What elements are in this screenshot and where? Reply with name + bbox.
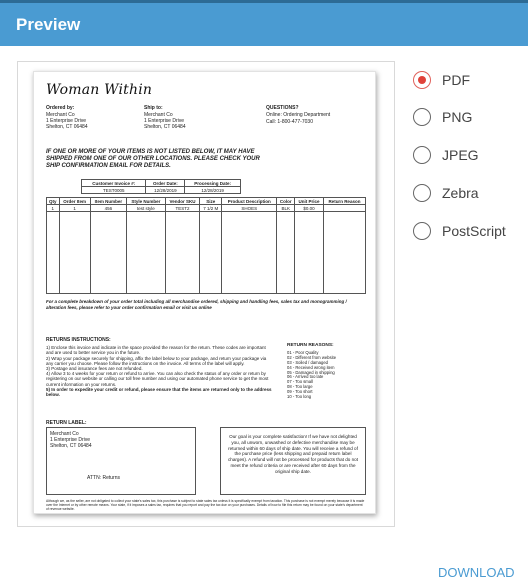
return-label-box (46, 427, 196, 495)
returns-instructions (46, 338, 272, 397)
sales-tax-note: Although we, as the seller, are not obligated to collect your state's sales tax, this purchase is subject to state sales tax unless it is specifically exempt from taxation. This purchase is not exempt merely because it is made over the Internet or by other remote means. Your state, if it imposes a sales tax, requires that you report and pay the tax due on your purchases. Details of how to file this return may be found on your state's department of revenue website. (46, 499, 365, 511)
shipping-notice: IF ONE OR MORE OF YOUR ITEMS IS NOT LISTED BELOW, IT MAY HAVE SHIPPED FROM ONE OF OUR OTHER LOCATIONS. PLEASE CHECK YOUR SHIP CONFIRMATION EMAIL FOR DETAILS. (46, 149, 260, 169)
reason-item: 08 - Too large (287, 384, 313, 390)
processing-date: 12/28/2019 (185, 187, 241, 194)
item-cell (323, 205, 365, 212)
reason-item: 04 - Received wrong item (287, 364, 335, 370)
items-header: Size (200, 198, 222, 205)
ship-to-heading: Ship to: (144, 105, 163, 111)
download-button[interactable]: DOWNLOAD (438, 565, 515, 580)
return-reasons (287, 344, 336, 400)
format-label: PDF (442, 72, 470, 88)
returns-bold-line: 5) In order to expedite your credit or refund, please ensure that the items are returned only to the address below. (46, 386, 272, 398)
format-option-pdf[interactable] (413, 70, 523, 90)
format-option-png[interactable] (413, 107, 523, 127)
item-cell: 7 1/2 M (200, 205, 222, 212)
format-label: Zebra (442, 185, 479, 201)
reason-item: 06 - Arrived too late (287, 374, 324, 380)
reason-item: 05 - Damaged in shipping (287, 369, 335, 375)
ordered-by-city: Shelton, CT 06484 (46, 124, 88, 130)
ship-to-name: Merchant Co (144, 112, 173, 118)
item-cell: 1 (47, 205, 60, 212)
return-label-name: Merchant Co (50, 431, 79, 437)
ordered-by-name: Merchant Co (46, 112, 75, 118)
satisfaction-guarantee: Our goal is your complete satisfaction! If we have not delighted you, all unworn, unwashed or defective merchandise may be returned within 60 days of ship date. You will receive a refund of the purchase price (less shipping and prepaid return label charges). A refund will not be processed for products that do not meet the refund criteria or are received after 60 days from the original ship date. (220, 427, 366, 495)
return-label-street: 1 Enterprise Drive (50, 437, 91, 443)
reason-item: 07 - Too small (287, 379, 313, 385)
reason-item: 03 - Soiled / damaged (287, 359, 328, 365)
format-label: PNG (442, 109, 473, 125)
items-header: Vendor SKU (165, 198, 200, 205)
radio-unselected-icon[interactable] (413, 146, 431, 164)
brand-logo: Woman Within (46, 82, 153, 98)
item-cell: SHOES (222, 205, 277, 212)
format-label: JPEG (442, 147, 479, 163)
ship-to-city: Shelton, CT 06484 (144, 124, 186, 130)
ordered-by-heading: Ordered by: (46, 105, 75, 111)
reason-item: 01 - Poor Quality (287, 349, 319, 355)
questions-online: Online: Ordering Department (266, 112, 331, 118)
item-cell: TEST2 (165, 205, 200, 212)
radio-unselected-icon[interactable] (413, 108, 431, 126)
order-breakdown-note: For a complete breakdown of your order total including all merchandise ordered, shipping and handling fees, sales tax and monogramming / alteration fees, please refer to your order confirmation email or visit us online (46, 299, 347, 310)
invoice-document (33, 71, 376, 514)
questions-heading: QUESTIONS? (266, 105, 299, 111)
items-header: Item Number (90, 198, 127, 205)
table-row (47, 205, 366, 212)
items-header: Unit Price (295, 198, 324, 205)
returns-heading: RETURNS INSTRUCTIONS: (46, 337, 111, 343)
reason-item: 10 - Too long (287, 394, 312, 400)
ship-to-street: 1 Enterprise Drive (144, 118, 185, 124)
empty-rows (47, 212, 366, 294)
invoice-header: Processing Date: (185, 180, 241, 187)
item-cell: BLK (277, 205, 295, 212)
format-option-postscript[interactable] (413, 221, 523, 241)
returns-line: 1) Enclose this invoice and indicate in the space provided the reason for the return. These codes are important and are used to better service you in the future. (46, 345, 266, 356)
item-cell: test style (127, 205, 165, 212)
items-header: Color (277, 198, 295, 205)
returns-line: 2) Wrap your package securely for shipping, affix the label below to your package, and return your package via any carrier you choose. Please follow the instructions on the invoice. All terms of the label will apply. (46, 355, 267, 366)
document-preview-frame (17, 61, 395, 527)
questions-call: Call: 1-800-477-7030 (266, 119, 313, 125)
items-header: Product Description (222, 198, 277, 205)
item-cell: $0.00 (295, 205, 324, 212)
radio-unselected-icon[interactable] (413, 184, 431, 202)
invoice-header: Customer Invoice #: (82, 180, 146, 187)
preview-header (0, 0, 528, 46)
return-label-attn: ATTN: Returns (87, 475, 120, 481)
radio-unselected-icon[interactable] (413, 222, 431, 240)
radio-selected-icon[interactable] (413, 71, 431, 89)
format-option-zebra[interactable] (413, 183, 523, 203)
invoice-header: Order Date: (146, 180, 185, 187)
reason-item: 02 - Different from website (287, 354, 337, 360)
format-option-jpeg[interactable] (413, 145, 523, 165)
order-date: 12/28/2019 (146, 187, 185, 194)
reasons-heading: RETURN REASONS: (287, 343, 334, 348)
returns-line: 3) Postage and insurance fees are not refunded. (46, 366, 143, 372)
items-table (46, 197, 366, 294)
return-label-heading: RETURN LABEL: (46, 420, 87, 426)
invoice-table (81, 179, 241, 194)
reason-item: 09 - Too short (287, 389, 313, 395)
item-cell: 456 (90, 205, 127, 212)
items-header: Style Number (127, 198, 165, 205)
invoice-number: TEST0005 (82, 187, 146, 194)
items-header: Qty (47, 198, 60, 205)
returns-line: 4) Allow 3 to 4 weeks for your return or refund to arrive. You can also check the status of any order or return by registering on our website or calling our toll free number and using our automated phone service to get the most current information on your returns. (46, 371, 269, 387)
items-header: Order Item (59, 198, 90, 205)
header-title: Preview (16, 15, 81, 34)
format-label: PostScript (442, 223, 506, 239)
items-header: Return Reason (323, 198, 365, 205)
return-label-city: Shelton, CT 06484 (50, 443, 92, 449)
ordered-by-street: 1 Enterprise Drive (46, 118, 87, 124)
item-cell: 1 (59, 205, 90, 212)
